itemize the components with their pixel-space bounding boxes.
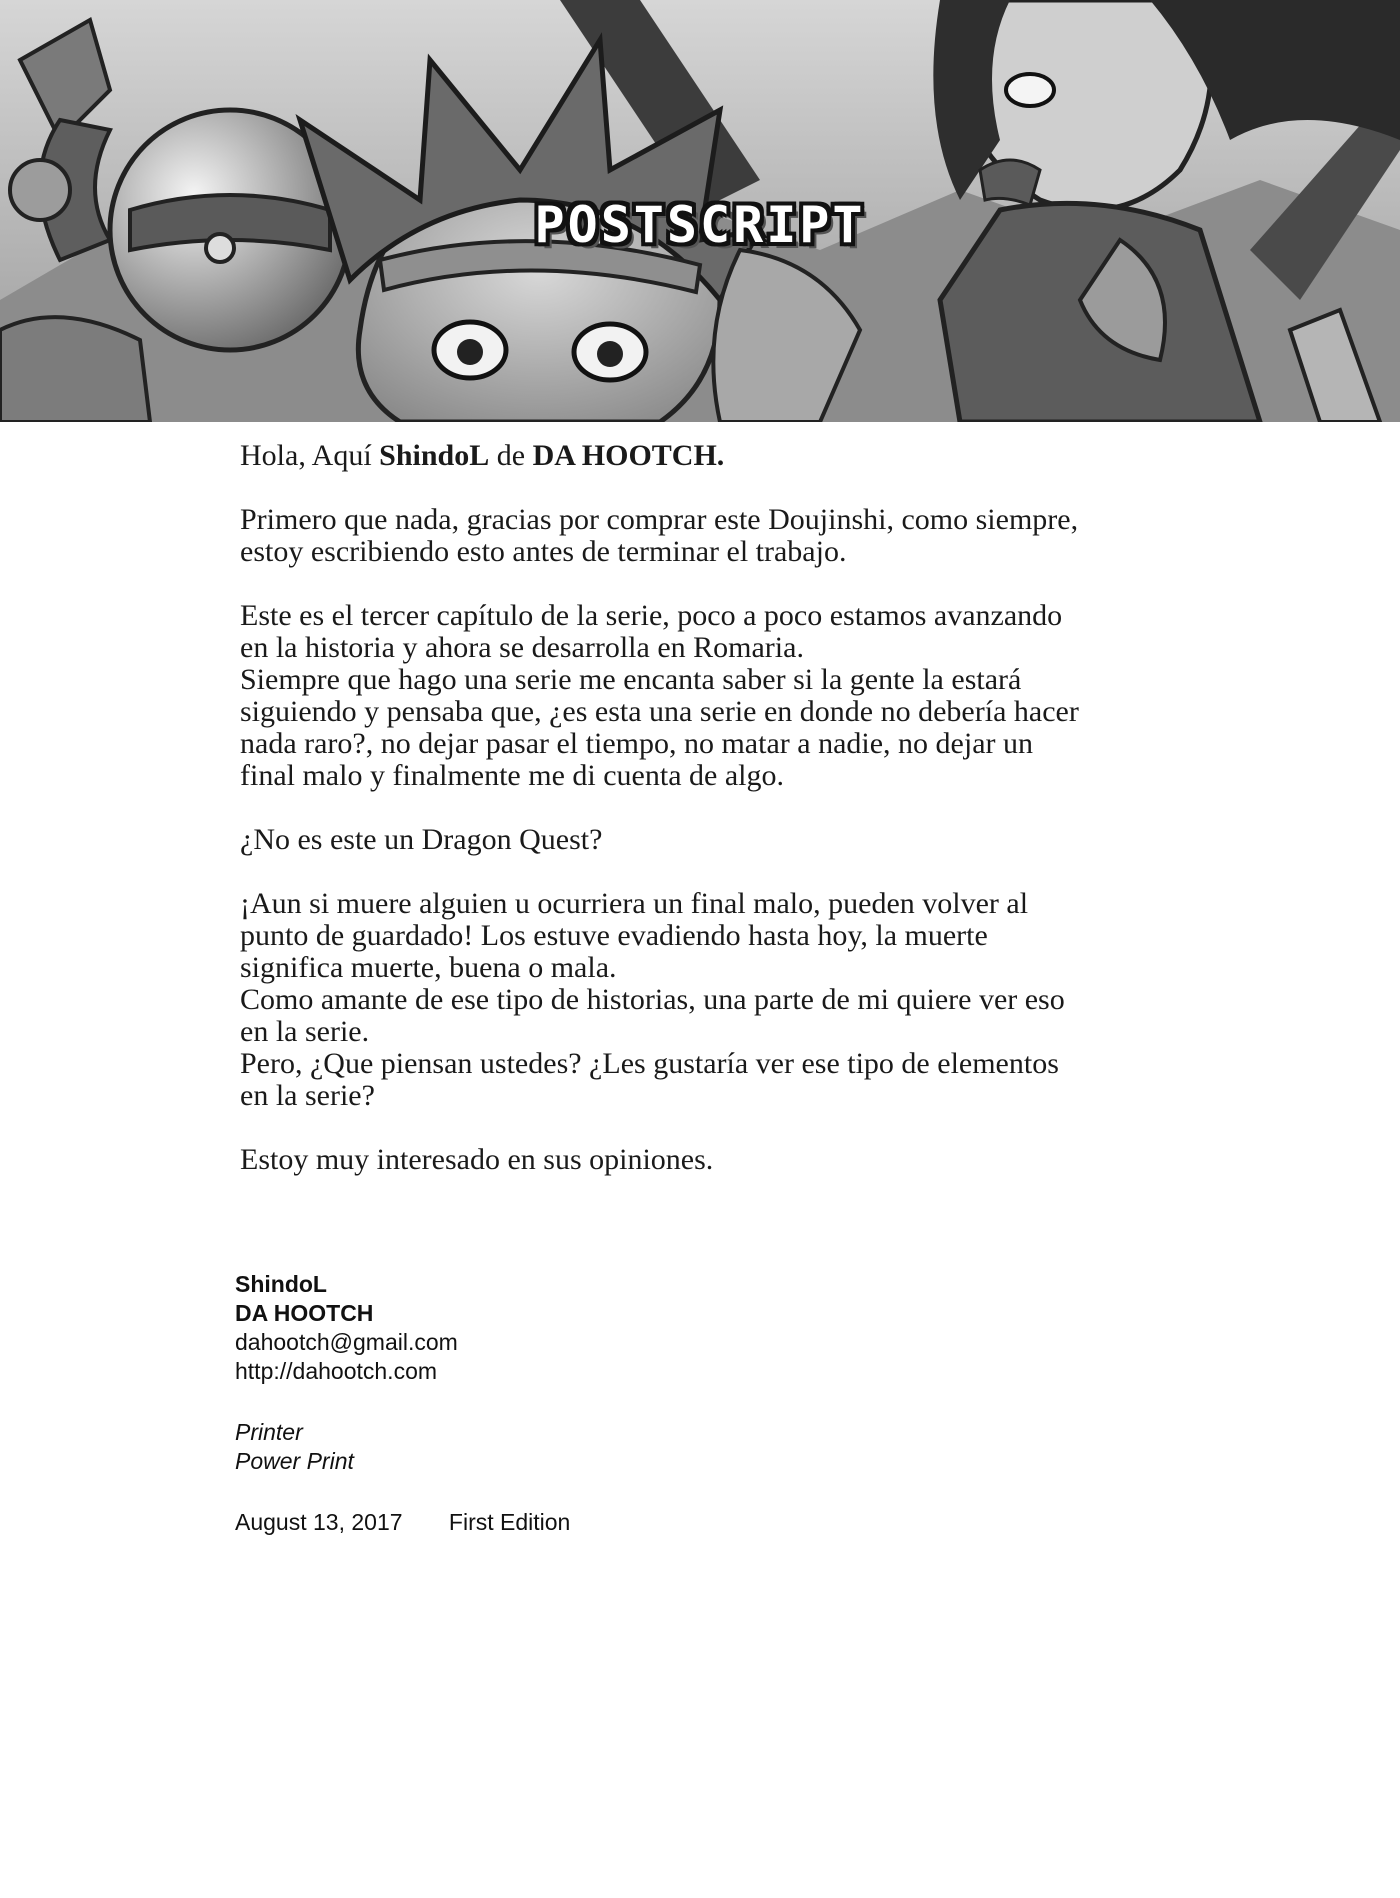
colophon	[235, 1270, 570, 1537]
text-line: ¡Aun si muere alguien u ocurriera un final malo, pueden volver al	[240, 887, 1029, 920]
circle-name: DA HOOTCH.	[532, 439, 725, 472]
text-line: punto de guardado! Los estuve evadiendo hasta hoy, la muerte	[240, 919, 988, 952]
text-line: siguiendo y pensaba que, ¿es esta una serie en donde no debería hacer	[240, 695, 1079, 728]
text-line: Siempre que hago una serie me encanta saber si la gente la estará	[240, 663, 1022, 696]
paragraph-save-point	[240, 888, 1160, 1112]
edition-label: First Edition	[448, 1509, 571, 1535]
website-link[interactable]: http://dahootch.com	[235, 1358, 438, 1384]
publication-date: August 13, 2017	[235, 1509, 403, 1535]
letter-body	[240, 440, 1160, 1176]
greeting-text: Hola, Aquí	[240, 439, 380, 472]
paragraph-series	[240, 600, 1160, 792]
printer-name: Power Print	[235, 1448, 354, 1474]
text-line: Este es el tercer capítulo de la serie, poco a poco estamos avanzando	[240, 599, 1063, 632]
colophon-author: ShindoL	[235, 1271, 327, 1297]
text-line: Como amante de ese tipo de historias, una parte de mi quiere ver eso	[240, 983, 1065, 1016]
colophon-circle: DA HOOTCH	[235, 1300, 374, 1326]
text-line: ¿No es este un Dragon Quest?	[240, 823, 603, 856]
publication-info	[235, 1508, 570, 1537]
header-illustration	[0, 0, 1400, 422]
paragraph-question	[240, 824, 1160, 856]
page-title: POSTSCRIPT	[534, 196, 866, 254]
text-line: nada raro?, no dejar pasar el tiempo, no matar a nadie, no dejar un	[240, 727, 1033, 760]
text-line: estoy escribiendo esto antes de terminar el trabajo.	[240, 535, 847, 568]
greeting	[240, 440, 1160, 472]
author-name: ShindoL	[379, 439, 490, 472]
printer-label: Printer	[235, 1419, 303, 1445]
text-line: significa muerte, buena o mala.	[240, 951, 617, 984]
paragraph-closing	[240, 1144, 1160, 1176]
text-line: Pero, ¿Que piensan ustedes? ¿Les gustaría ver ese tipo de elementos	[240, 1047, 1059, 1080]
paragraph-thanks	[240, 504, 1160, 568]
greeting-connector: de	[489, 439, 533, 472]
contact-email[interactable]: dahootch@gmail.com	[235, 1329, 458, 1355]
text-line: Estoy muy interesado en sus opiniones.	[240, 1143, 714, 1176]
text-line: Primero que nada, gracias por comprar este Doujinshi, como siempre,	[240, 503, 1079, 536]
text-line: en la serie.	[240, 1015, 370, 1048]
text-line: final malo y finalmente me di cuenta de algo.	[240, 759, 784, 792]
text-line: en la historia y ahora se desarrolla en Romaria.	[240, 631, 804, 664]
text-line: en la serie?	[240, 1079, 375, 1112]
